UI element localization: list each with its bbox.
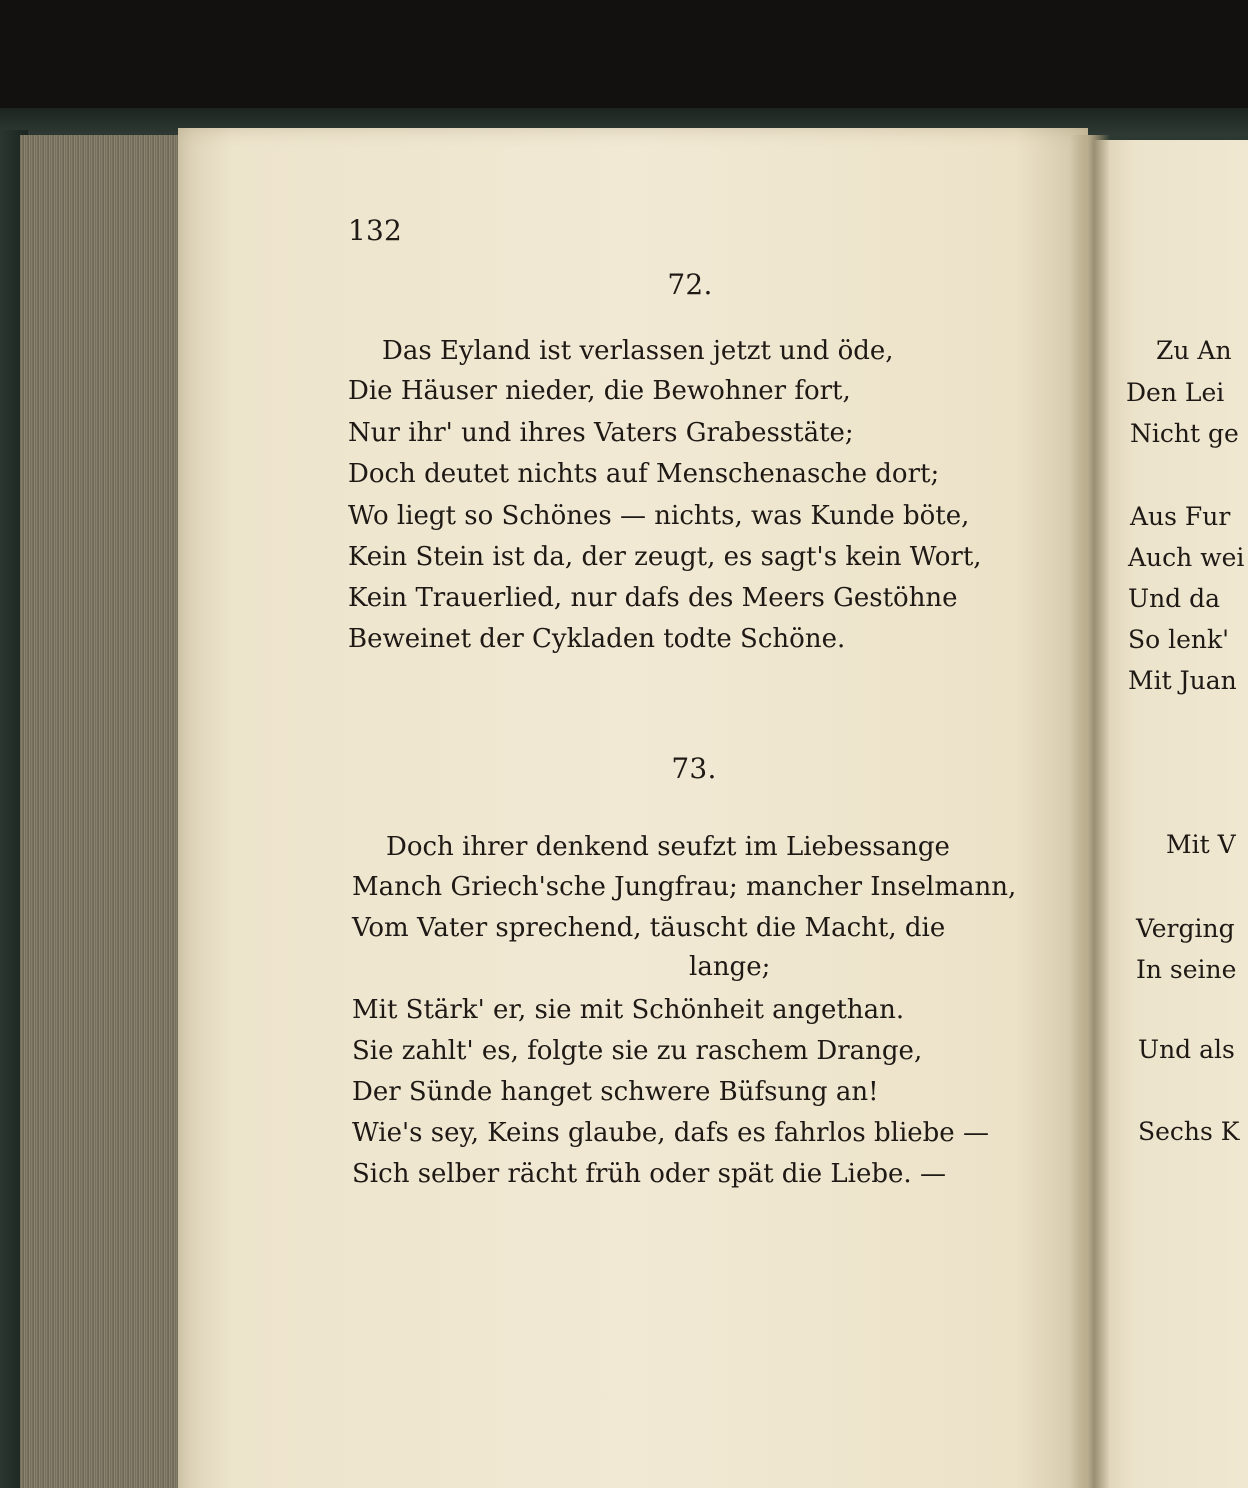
right-page-fragment: Mit V: [1166, 830, 1236, 859]
stanza-73-line: Der Sünde hanget schwere Büfsung an!: [352, 1077, 879, 1107]
right-page-fragment: Zu An: [1156, 336, 1232, 365]
stanza-72-line: Wo liegt so Schönes — nichts, was Kunde böte,: [348, 501, 970, 531]
right-page-fragment: Und als: [1138, 1035, 1235, 1064]
right-page-fragment: Und da: [1128, 584, 1221, 613]
stanza-72-line: Die Häuser nieder, die Bewohner fort,: [348, 376, 851, 406]
stanza-73-line: Mit Stärk' er, sie mit Schönheit angethan.: [352, 995, 905, 1025]
stanza-73-line: Manch Griech'sche Jungfrau; mancher Inselmann,: [352, 872, 1017, 902]
stanza-72-line: Kein Stein ist da, der zeugt, es sagt's kein Wort,: [348, 542, 982, 572]
right-page-fragment: In seine: [1136, 955, 1237, 984]
stanza-72-line: Kein Trauerlied, nur dafs des Meers Gestöhne: [348, 583, 958, 613]
right-page-text-area: [1092, 140, 1248, 1488]
stanza-72-line: Nur ihr' und ihres Vaters Grabesstäte;: [348, 418, 854, 448]
stanza-72-line: Beweinet der Cykladen todte Schöne.: [348, 624, 846, 654]
left-page: [178, 128, 1088, 1488]
stanza-73-line: lange;: [689, 952, 771, 982]
stanza-73-line: Sich selber rächt früh oder spät die Liebe. —: [352, 1159, 946, 1189]
right-page-fragment: Nicht ge: [1130, 419, 1239, 448]
page-number: 132: [348, 214, 403, 247]
right-page-fragment: Aus Fur: [1130, 502, 1231, 531]
stanza-73-line: Sie zahlt' es, folgte sie zu raschem Drange,: [352, 1036, 923, 1066]
right-page-fragment: Mit Juan: [1128, 666, 1237, 695]
right-page-fragment: Auch wei: [1128, 543, 1245, 572]
right-page-fragment: Sechs K: [1138, 1117, 1240, 1146]
stanza-73-line: Wie's sey, Keins glaube, dafs es fahrlos bliebe —: [352, 1118, 989, 1148]
right-page-fragment: Verging: [1136, 914, 1235, 943]
stanza-73-line: Doch ihrer denkend seufzt im Liebessange: [386, 832, 950, 862]
stanza-number-72: 72.: [667, 268, 713, 301]
stanza-number-73: 73.: [671, 752, 717, 785]
stanza-72-line: Das Eyland ist verlassen jetzt und öde,: [382, 336, 894, 366]
right-page-fragment: Den Lei: [1126, 378, 1225, 407]
stanza-73-line: Vom Vater sprechend, täuscht die Macht, die: [352, 913, 946, 943]
stanza-72-line: Doch deutet nichts auf Menschenasche dort;: [348, 459, 940, 489]
right-page-fragment: So lenk': [1128, 625, 1230, 654]
page-block-edges: [20, 135, 190, 1488]
